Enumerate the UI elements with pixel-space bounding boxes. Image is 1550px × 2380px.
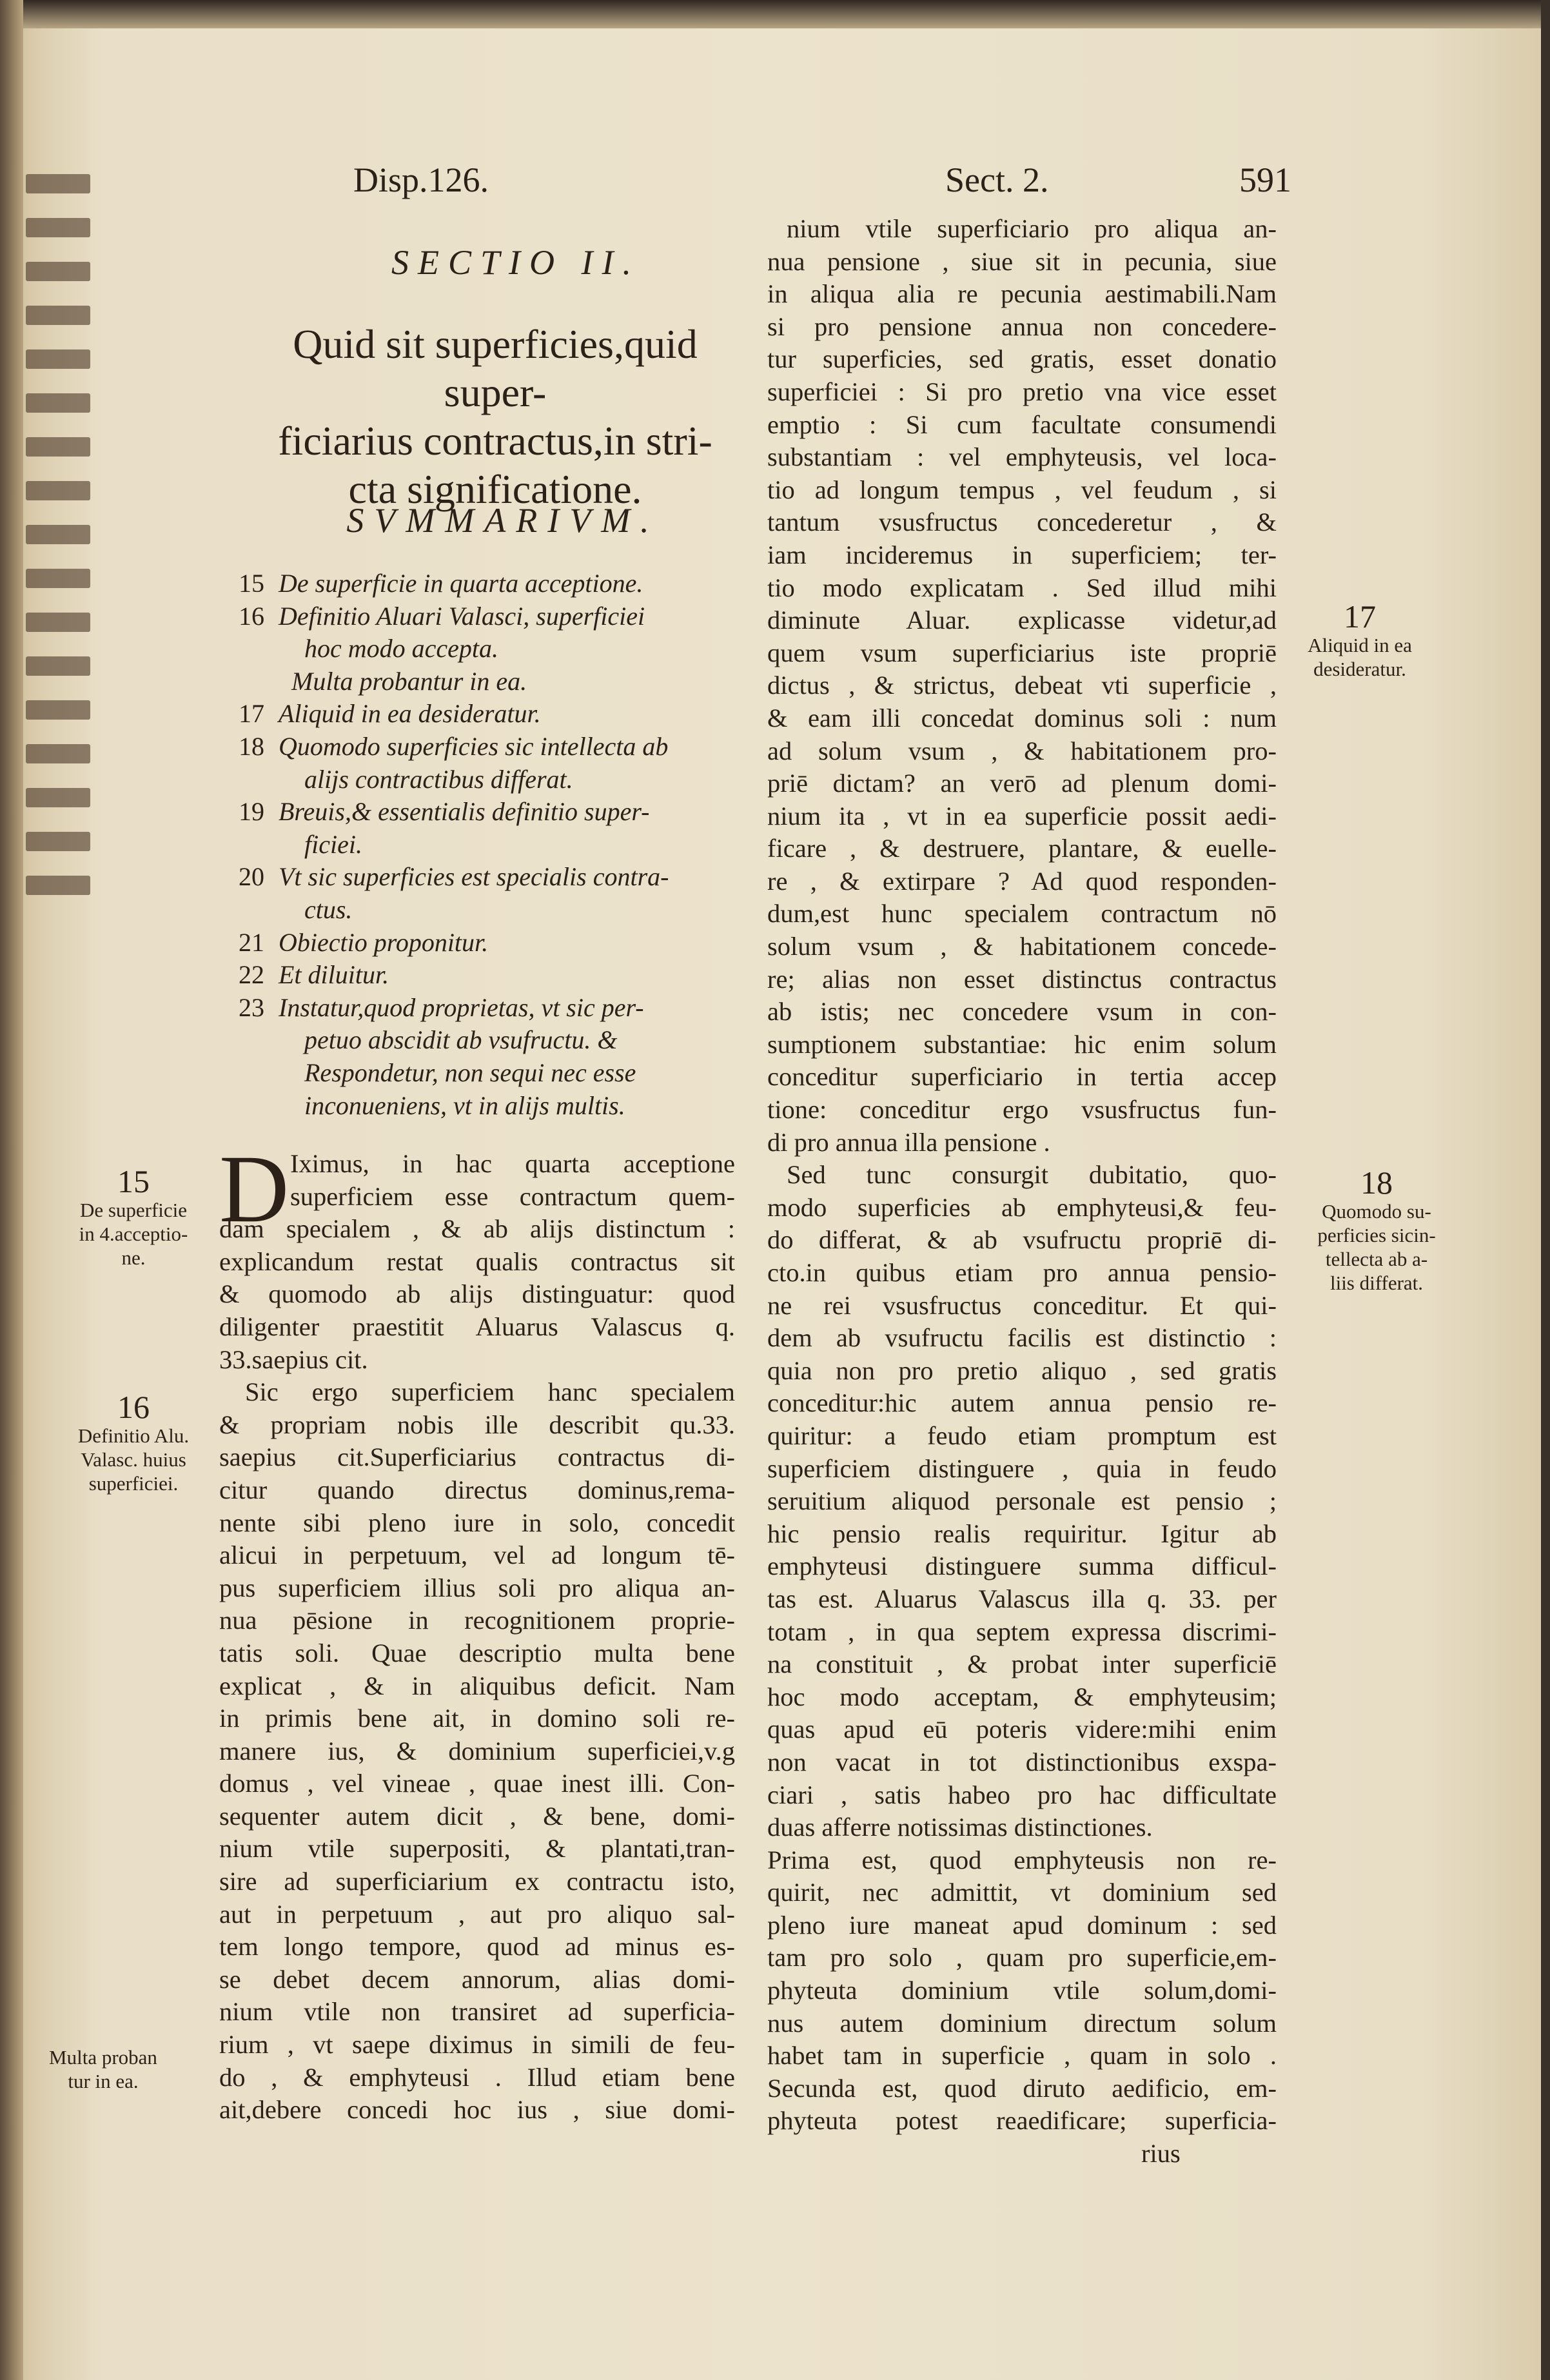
text-line: in primis bene ait, in domino soli re- (219, 1704, 735, 1733)
summary-heading: SVMMARIVM. (346, 501, 660, 540)
text-line: nium vtile superficiario pro aliqua an- (787, 214, 1277, 243)
text-line: hoc modo acceptam, & emphyteusim; (767, 1682, 1277, 1711)
text-line: diminute Aluar. explicasse videtur,ad (767, 605, 1277, 635)
summary-line: Respondetur, non sequi nec esse (304, 1057, 636, 1087)
text-line: si pro pensione annua non concedere- (767, 311, 1277, 341)
text-line: tas est. Aluarus Valascus illa q. 33. per (767, 1584, 1277, 1613)
summary-number: 22 (239, 960, 264, 990)
text-line: di pro annua illa pensione . (767, 1127, 1050, 1157)
margin-note-line: superficiei. (88, 1472, 179, 1495)
summary-item (239, 861, 741, 926)
section-title-line: ficiarius contractus,in stri- (278, 418, 712, 464)
summary-line: petuo abscidit ab vsufructu. & (304, 1025, 618, 1055)
text-line: solum vsum , & habitationem concede- (767, 932, 1277, 961)
text-line: re , & extirpare ? Ad quod responden- (767, 866, 1277, 896)
margin-note-line: Aliquid in ea (1308, 634, 1412, 656)
summary-item (239, 567, 741, 600)
text-line: duas afferre notissimas distinctiones. (767, 1813, 1153, 1842)
text-line: & eam illi concedat dominus soli : num (767, 703, 1277, 733)
text-line: domus , vel vineae , quae inest illi. Con- (219, 1769, 735, 1798)
text-line: seruitium aliquod personale est pensio ; (767, 1486, 1277, 1516)
summary-item (239, 698, 741, 731)
text-line: & propriam nobis ille describit qu.33. (219, 1410, 735, 1439)
summary-item (239, 731, 741, 796)
margin-note-line: desideratur. (1313, 658, 1406, 680)
text-line: nus autem dominium directum solum (767, 2008, 1277, 2038)
binding-gutter (0, 0, 23, 2380)
text-line: nium ita , vt in ea superficie possit aedi- (767, 801, 1277, 831)
summary-line: Vt sic superficies est specialis contra- (279, 862, 669, 892)
text-line: emphyteusi distinguere summa difficul- (767, 1551, 1277, 1581)
section-title-line: cta significatione. (348, 466, 642, 512)
catchword: rius (1141, 2139, 1181, 2169)
text-line: ne rei vsusfructus conceditur. Et qui- (767, 1290, 1277, 1320)
text-line: ad solum vsum , & habitationem pro- (767, 736, 1277, 765)
text-line: explicat , & in aliquibus deficit. Nam (219, 1671, 735, 1700)
text-line: superficiei : Si pro pretio vna vice esset (767, 377, 1277, 406)
margin-note-18 (1296, 1166, 1457, 1295)
margin-note-line: Definitio Alu. (77, 1424, 190, 1447)
text-line: nium vtile non transiret ad superficia- (219, 1997, 735, 2027)
text-line: non vacat in tot distinctionibus exspa- (767, 1747, 1277, 1776)
text-line: ciari , satis habeo pro hac difficultate (767, 1780, 1277, 1809)
text-line: tatis soli. Quae descriptio multa bene (219, 1638, 735, 1667)
margin-note-number: 15 (117, 1163, 150, 1199)
text-line: do , & emphyteusi . Illud etiam bene (219, 2062, 735, 2092)
text-line: sumptionem substantiae: hic enim solum (767, 1029, 1277, 1059)
text-line: phyteuta potest reaedificare; superficia- (767, 2106, 1277, 2136)
text-line: nente sibi pleno iure in solo, concedit (219, 1508, 735, 1537)
summary-line: alijs contractibus differat. (304, 764, 573, 794)
text-line: dam specialem , & ab alijs distinctum : (219, 1214, 735, 1244)
summary-line: inconueniens, vt in alijs multis. (304, 1090, 625, 1120)
margin-note-number: 18 (1360, 1165, 1393, 1201)
summary-line: ficiei. (304, 829, 362, 859)
text-line: aut in perpetuum , aut pro aliquo sal- (219, 1899, 735, 1929)
summary-item (239, 927, 741, 959)
summary-number: 21 (239, 927, 264, 957)
text-line: iam incideremus in superficiem; ter- (767, 540, 1277, 569)
summary-list (239, 567, 741, 1122)
margin-note-15 (46, 1165, 221, 1270)
text-line: quirit, nec admittit, vt dominium sed (767, 1878, 1277, 1907)
text-line: & quomodo ab alijs distinguatur: quod (219, 1279, 735, 1309)
summary-line: Et diluitur. (279, 960, 389, 990)
text-line: cto.in quibus etiam pro annua pensio- (767, 1258, 1277, 1287)
text-line: Prima est, quod emphyteusis non re- (767, 1845, 1277, 1874)
text-line: na constituit , & probat inter superficiē (767, 1649, 1277, 1679)
margin-note-line: Multa proban (49, 2046, 157, 2069)
section-title (237, 320, 753, 513)
summary-line: De superficie in quarta acceptione. (279, 569, 643, 598)
text-line: tur superficies, sed gratis, esset donatio (767, 344, 1277, 374)
text-line: ficare , & destruere, plantare, & euelle- (767, 834, 1277, 863)
summary-line: Obiectio proponitur. (279, 927, 489, 957)
text-line: alicui in perpetuum, vel ad longum tē- (219, 1540, 735, 1570)
text-line: saepius cit.Superficiarius contractus di- (219, 1442, 735, 1472)
text-line: rium , vt saepe diximus in simili de feu- (219, 2030, 735, 2060)
running-head-section: Sect. 2. (945, 161, 1049, 199)
summary-item (239, 959, 741, 992)
text-line: priē dictam? an verō ad plenum domi- (767, 769, 1277, 798)
text-line: nua pēsione in recognitionem proprie- (219, 1606, 735, 1635)
margin-note-line: Valasc. huius (81, 1448, 186, 1471)
text-line: habet tam in superficie , quam in solo . (767, 2041, 1277, 2070)
summary-line: ctus. (304, 894, 353, 924)
margin-note-line: liis differat. (1329, 1272, 1424, 1294)
text-line: tem longo tempore, quod ad minus es- (219, 1932, 735, 1962)
margin-note-line: tur in ea. (68, 2070, 139, 2092)
text-line: totam , in qua septem expressa discrimi- (767, 1617, 1277, 1646)
text-line: superficiem distinguere , quia in feudo (767, 1453, 1277, 1483)
margin-note-number: 16 (117, 1389, 150, 1425)
page-top-edge (0, 0, 1550, 28)
margin-note-line: De superficie (79, 1199, 188, 1221)
text-line: manere ius, & dominium superficiei,v.g (219, 1736, 735, 1765)
text-line: phyteuta dominium vtile solum,domi- (767, 1976, 1277, 2005)
right-column (741, 213, 1277, 2170)
text-line: quem vsum superficiarius iste propriē (767, 638, 1277, 667)
section-title-line: Quid sit superficies,quid super- (293, 321, 698, 415)
text-line: Sed tunc consurgit dubitatio, quo- (787, 1160, 1277, 1190)
text-line: tio ad longum tempus , vel feudum , si (767, 475, 1277, 504)
text-line: explicandum restat qualis contractus sit (219, 1246, 735, 1276)
margin-note-line: tellecta ab a- (1325, 1248, 1428, 1270)
running-head-disputation: Disp.126. (353, 161, 489, 199)
text-line: quas apud eū poteris videre:mihi enim (767, 1715, 1277, 1744)
summary-item (239, 796, 741, 861)
text-line: emptio : Si cum facultate consumendi (767, 409, 1277, 439)
text-line: tam pro solo , quam pro superficie,em- (767, 1943, 1277, 1972)
text-line: Iximus, in hac quarta acceptione (290, 1149, 735, 1178)
margin-note-line: perficies sicin- (1317, 1224, 1436, 1246)
summary-line: Quomodo superficies sic intellecta ab (279, 731, 669, 761)
text-line: re; alias non esset distinctus contractus (767, 964, 1277, 994)
text-line: dum,est hunc specialem contractum nō (767, 899, 1277, 929)
margin-note-line: in 4.acceptio- (79, 1223, 188, 1245)
text-line: quiritur: a feudo etiam promptum est (767, 1421, 1277, 1450)
text-line: substantiam : vel emphyteusis, vel loca- (767, 442, 1277, 472)
summary-number: 18 (239, 731, 264, 761)
summary-line: hoc modo accepta. (304, 634, 499, 664)
summary-line: Aliquid in ea desideratur. (279, 699, 541, 729)
text-line: quia non pro pretio aliquo , sed gratis (767, 1355, 1277, 1385)
summary-line: Breuis,& essentialis definitio super- (279, 797, 650, 827)
text-line: pleno iure maneat apud dominum : sed (767, 1910, 1277, 1940)
margin-note-number: 17 (1344, 598, 1376, 634)
summary-number: 15 (239, 569, 264, 598)
summary-number: 23 (239, 992, 264, 1022)
summary-line: Multa probantur in ea. (291, 666, 527, 696)
text-line: tione: conceditur ergo vsusfructus fun- (767, 1095, 1277, 1125)
left-column (219, 1136, 735, 2127)
margin-note-line: Quomodo su- (1322, 1200, 1431, 1223)
text-line: dictus , & strictus, debeat vti superficie , (767, 671, 1277, 700)
summary-line: Definitio Aluari Valasci, superficiei (279, 601, 645, 631)
facing-page-bleed (26, 174, 90, 948)
text-line: dem ab vsufructu facilis est distinctio : (767, 1323, 1277, 1353)
text-line: do differat, & ab vsufructu propriē di- (767, 1225, 1277, 1255)
text-line: Sic ergo superficiem hanc specialem (245, 1377, 735, 1407)
text-line: sire ad superficiarium ex contractu isto, (219, 1867, 735, 1896)
text-line: nium vtile superpositi, & plantati,tran- (219, 1834, 735, 1864)
text-line: diligenter praestitit Aluarus Valascus q. (219, 1312, 735, 1341)
text-line: ait,debere concedi hoc ius , siue domi- (219, 2095, 735, 2125)
text-line: modo superficies ab emphyteusi,& feu- (767, 1192, 1277, 1222)
summary-line: Instatur,quod proprietas, vt sic per- (279, 992, 644, 1022)
text-line: ab istis; nec concedere vsum in con- (767, 997, 1277, 1027)
text-line: Secunda est, quod diruto aedificio, em- (767, 2073, 1277, 2103)
text-line: nua pensione , siue sit in pecunia, siue (767, 246, 1277, 276)
text-line: conceditur superficiario in tertia accep (767, 1062, 1277, 1092)
margin-note-multa (19, 2045, 187, 2093)
page-right-edge (1541, 0, 1550, 2380)
section-heading: SECTIO II. (391, 243, 640, 282)
text-line: in aliqua alia re pecunia aestimabili.Nam (767, 279, 1277, 309)
summary-number: 19 (239, 797, 264, 827)
margin-note-16 (46, 1390, 221, 1495)
text-line: se debet decem annorum, alias domi- (219, 1964, 735, 1994)
margin-note-line: ne. (121, 1246, 146, 1269)
summary-item (239, 992, 741, 1122)
summary-number: 16 (239, 601, 264, 631)
text-line: citur quando directus dominus,rema- (219, 1475, 735, 1504)
drop-cap: D (219, 1136, 289, 1243)
text-line: pus superficiem illius soli pro aliqua an- (219, 1573, 735, 1602)
text-line: sequenter autem dicit , & bene, domi- (219, 1801, 735, 1831)
text-line: tio modo explicatam . Sed illud mihi (767, 573, 1277, 602)
text-line: superficiem esse contractum quem- (290, 1181, 735, 1211)
text-line: hic pensio realis requiritur. Igitur ab (767, 1519, 1277, 1548)
summary-number: 17 (239, 699, 264, 729)
text-line: conceditur:hic autem annua pensio re- (767, 1388, 1277, 1418)
text-line: 33.saepius cit. (219, 1344, 368, 1374)
summary-item (239, 600, 741, 698)
page-number: 591 (1239, 161, 1291, 199)
margin-note-17 (1279, 600, 1440, 681)
summary-number: 20 (239, 862, 264, 892)
text-line: tantum vsusfructus concederetur , & (767, 507, 1277, 537)
